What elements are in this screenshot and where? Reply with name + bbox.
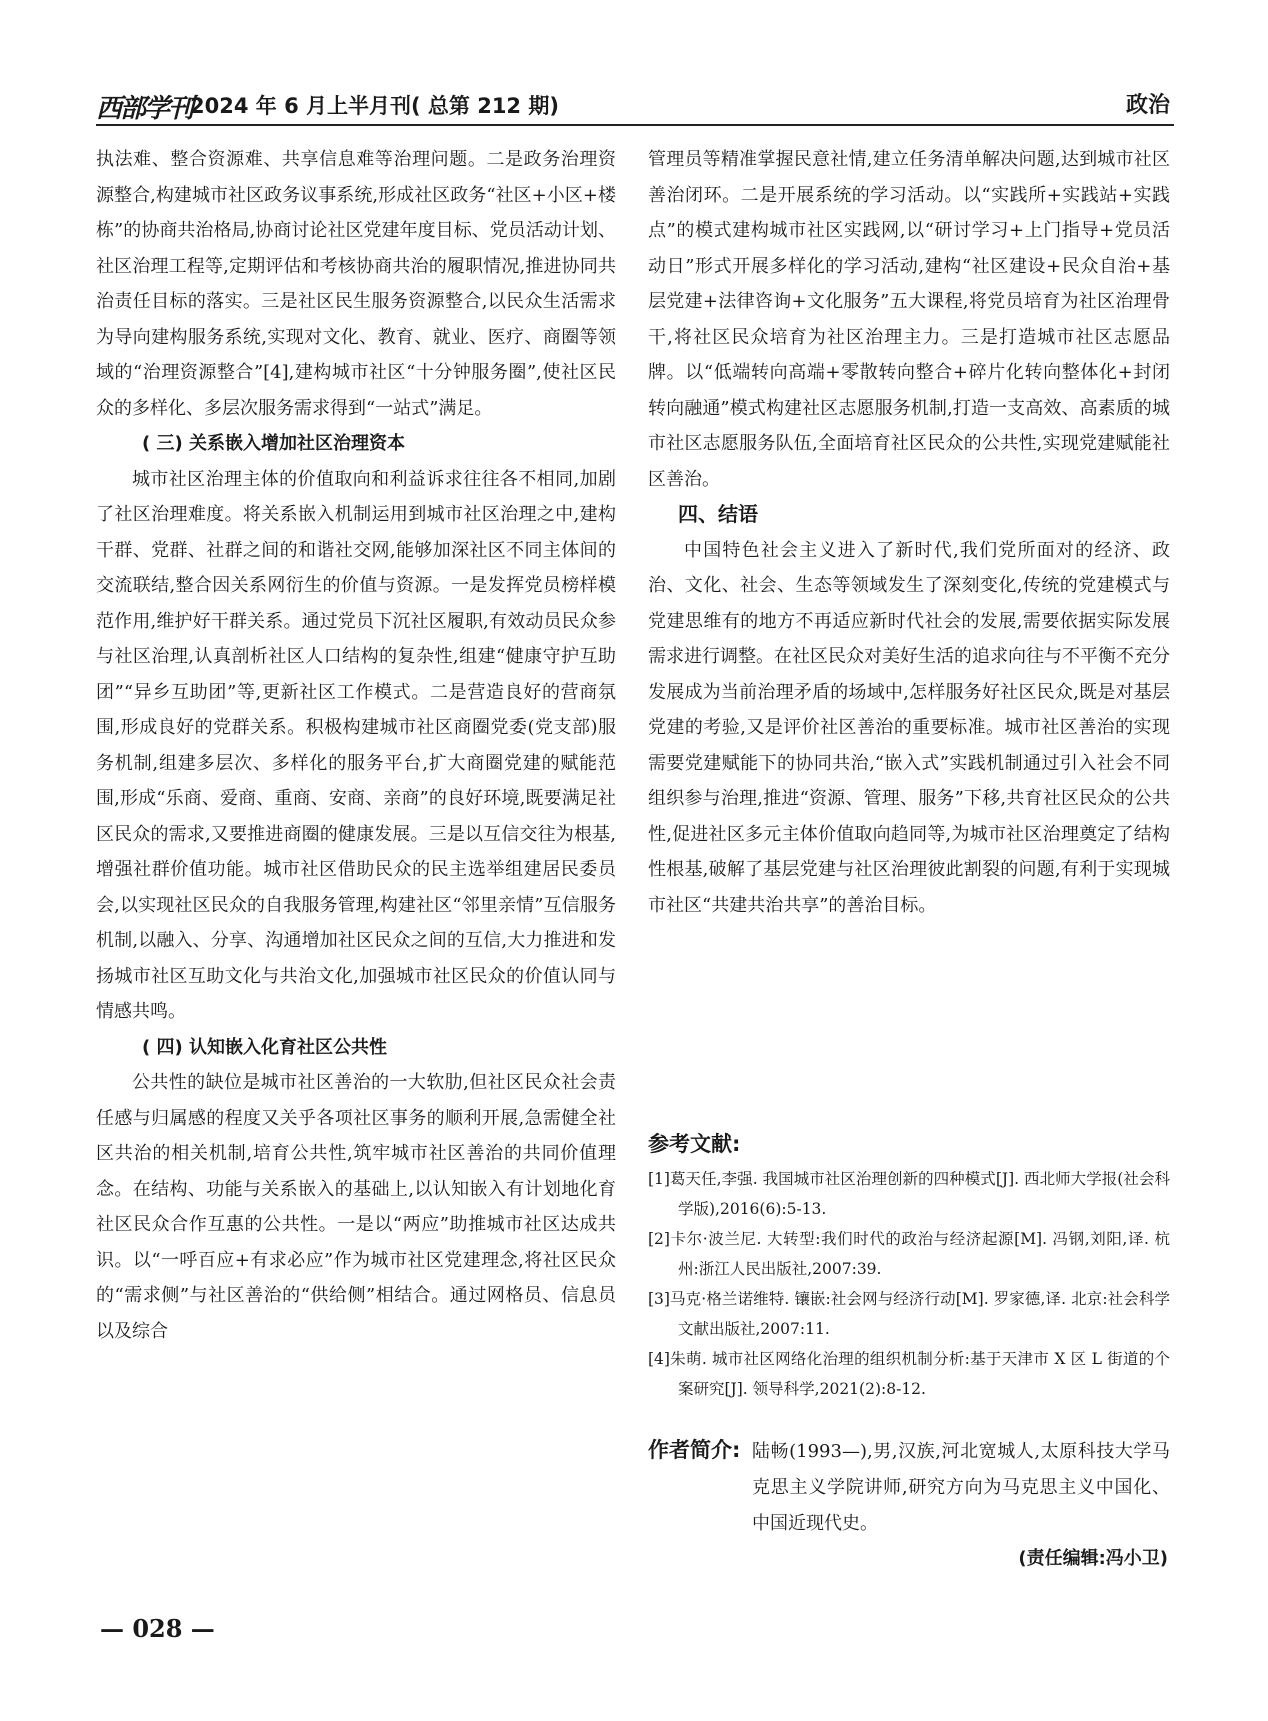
- journal-logo: 西部学刊: [96, 94, 193, 124]
- paragraph: 管理员等精准掌握民意社情,建立任务清单解决问题,达到城市社区善治闭环。二是开展系统的学习活动。以“实践所+实践站+实践点”的模式建构城市社区实践网,以“研讨学习+上门指导+党员活动日”形式开展多样化的学习活动,建构“社区建设+民众自治+基层党建+法律咨询+文化服务”五大课程,将党员培育为社区治理骨干,将社区民众培育为社区治理主力。三是打造城市社区志愿品牌。以“低端转向高端+零散转向整合+碎片化转向整体化+封闭转向融通”模式构建社区志愿服务机制,打造一支高效、高素质的城市社区志愿服务队伍,全面培育社区民众的公共性,实现党建赋能社区善治。: [648, 149, 1170, 490]
- paragraph: 城市社区治理主体的价值取向和利益诉求往往各不相同,加剧了社区治理难度。将关系嵌入机制运用到城市社区治理之中,建构干群、党群、社群之间的和谐社交网,能够加深社区不同主体间的交流联结,整合因关系网衍生的价值与资源。一是发挥党员榜样模范作用,维护好干群关系。通过党员下沉社区履职,有效动员民众参与社区治理,认真剖析社区人口结构的复杂性,组建“健康守护互助团”“异乡互助团”等,更新社区工作模式。二是营造良好的营商氛围,形成良好的党群关系。积极构建城市社区商圈党委(党支部)服务机制,组建多层次、多样化的服务平台,扩大商圈党建的赋能范围,形成“乐商、爱商、重商、安商、亲商”的良好环境,既要满足社区民众的需求,又要推进商圈的健康发展。三是以互信交往为根基,增强社群价值功能。城市社区借助民众的民主选举组建居民委员会,以实现社区民众的自我服务管理,构建社区“邻里亲情”互信服务机制,以融入、分享、沟通增加社区民众之间的互信,大力推进和发扬城市社区互助文化与共治文化,加强城市社区民众的价值认同与情感共鸣。: [96, 468, 616, 1022]
- issue-info: 2024 年 6 月上半月刊( 总第 212 期): [190, 94, 559, 118]
- references-title: 参考文献:: [648, 1132, 741, 1156]
- reference-item: [4]朱萌. 城市社区网络化治理的组织机制分析:基于天津市 X 区 L 街道的个案研究[J]. 领导科学,2021(2):8-12.: [648, 1350, 1170, 1398]
- paragraph: 公共性的缺位是城市社区善治的一大软肋,但社区民众社会责任感与归属感的程度又关乎各项社区事务的顺利开展,急需健全社区共治的相关机制,培育公共性,筑牢城市社区善治的共同价值理念。在结构、功能与关系嵌入的基础上,以认知嵌入有计划地化育社区民众合作互惠的公共性。一是以“两应”助推城市社区达成共识。以“一呼百应+有求必应”作为城市社区党建理念,将社区民众的“需求侧”与社区善治的“供给侧”相结合。通过网格员、信息员以及综合: [96, 1072, 616, 1342]
- paragraph: 中国特色社会主义进入了新时代,我们党所面对的经济、政治、文化、社会、生态等领域发生了深刻变化,传统的党建模式与党建思维有的地方不再适应新时代社会的发展,需要依据实际发展需求进行调整。在社区民众对美好生活的追求向往与不平衡不充分发展成为当前治理矛盾的场域中,怎样服务好社区民众,既是对基层党建的考验,又是评价社区善治的重要标准。城市社区善治的实现需要党建赋能下的协同共治,“嵌入式”实践机制通过引入社会不同组织参与治理,推进“资源、管理、服务”下移,共育社区民众的公共性,促进社区多元主体价值取向趋同等,为城市社区治理奠定了结构性根基,破解了基层党建与社区治理彼此割裂的问题,有利于实现城市社区“共建共治共享”的善治目标。: [648, 539, 1170, 916]
- references: [648, 1128, 1170, 1404]
- reference-item: [2]卡尔·波兰尼. 大转型:我们时代的政治与经济起源[M]. 冯钢,刘阳,译. 杭州:浙江人民出版社,2007:39.: [648, 1230, 1170, 1278]
- section-heading-4: ( 四) 认知嵌入化育社区公共性: [142, 1036, 387, 1058]
- page-number: — 028 —: [100, 1614, 215, 1643]
- right-column: [648, 142, 1170, 923]
- conclusion-heading: 四、结语: [678, 502, 758, 526]
- left-column: [96, 142, 616, 1349]
- reference-item: [3]马克·格兰诺维特. 镶嵌:社会网与经济行动[M]. 罗家德,译. 北京:社会科学文献出版社,2007:11.: [648, 1290, 1170, 1338]
- page-header: [96, 84, 1174, 126]
- author-label: 作者简介:: [648, 1438, 741, 1462]
- reference-item: [1]葛天任,李强. 我国城市社区治理创新的四种模式[J]. 西北师大学报(社会科学版),2016(6):5-13.: [648, 1170, 1170, 1218]
- editor-note: (责任编辑:冯小卫): [1018, 1548, 1168, 1569]
- section-heading-3: ( 三) 关系嵌入增加社区治理资本: [142, 433, 405, 454]
- author-text: 陆畅(1993—),男,汉族,河北宽城人,太原科技大学马克思主义学院讲师,研究方向为马克思主义中国化、中国近现代史。: [752, 1441, 1170, 1534]
- paragraph: 执法难、整合资源难、共享信息难等治理问题。二是政务治理资源整合,构建城市社区政务议事系统,形成社区政务“社区+小区+楼栋”的协商共治格局,协商讨论社区党建年度目标、党员活动计划、社区治理工程等,定期评估和考核协商共治的履职情况,推进协同共治责任目标的落实。三是社区民生服务资源整合,以民众生活需求为导向建构服务系统,实现对文化、教育、就业、医疗、商圈等领域的“治理资源整合”[4],建构城市社区“十分钟服务圈”,使社区民众的多样化、多层次服务需求得到“一站式”满足。: [96, 149, 616, 419]
- section-name: 政治: [1125, 93, 1170, 118]
